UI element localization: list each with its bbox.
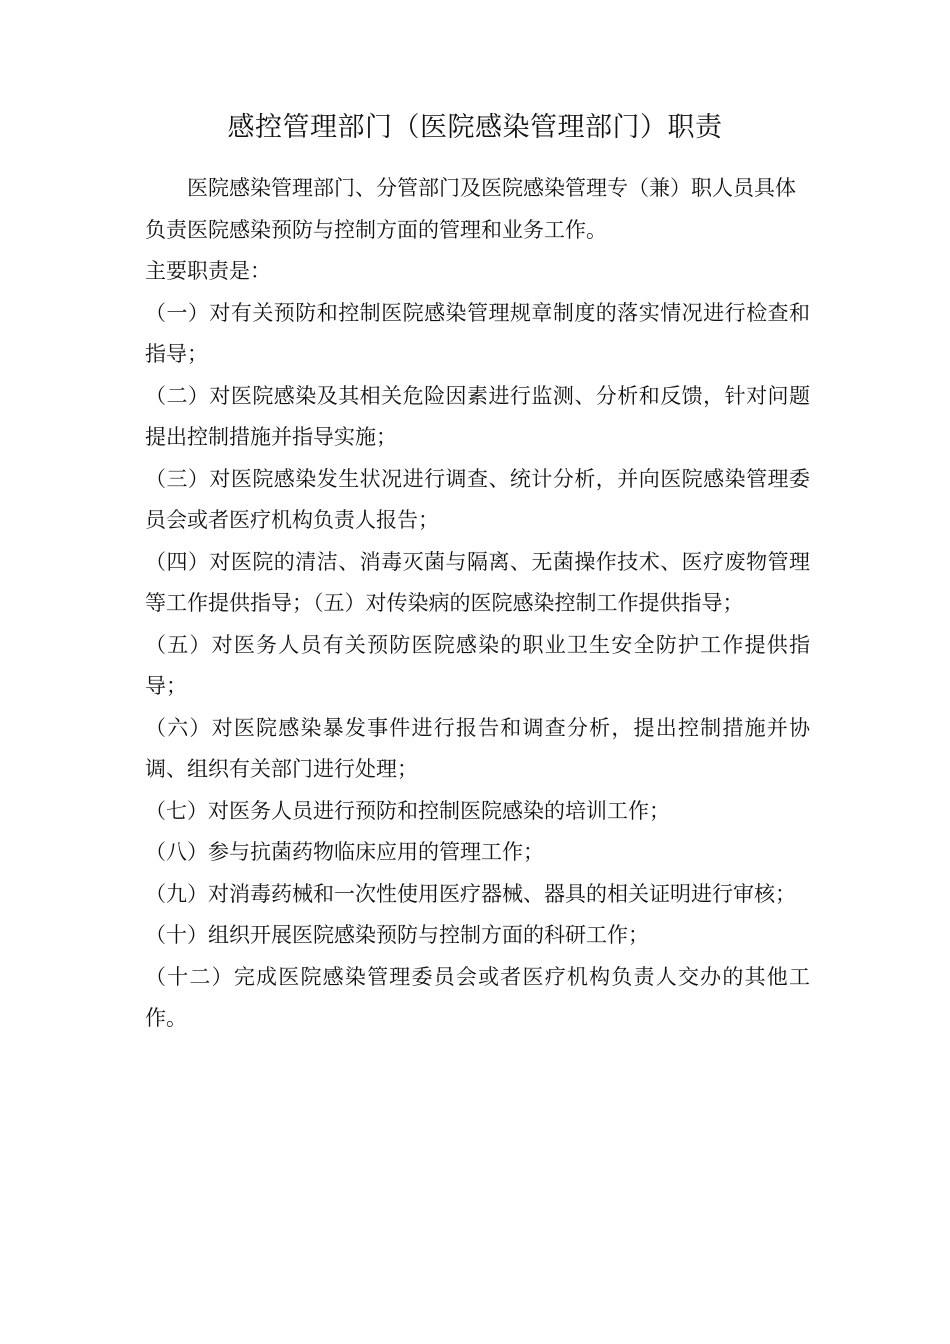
duty-item-4: （四）对医院的清洁、消毒灭菌与隔离、无菌操作技术、医疗废物管理等工作提供指导；（五）对传染病的医院感染控制工作提供指导；: [145, 549, 810, 615]
duty-item-8: （八）参与抗菌药物临床应用的管理工作；: [145, 840, 544, 864]
document-body: [145, 168, 810, 1040]
duty-item-1: （一）对有关预防和控制医院感染管理规章制度的落实情况进行检查和指导；: [145, 300, 810, 366]
duty-item-7: （七）对医务人员进行预防和控制医院感染的培训工作；: [145, 798, 670, 823]
duty-item-6: （六）对医院感染暴发事件进行报告和调查分析，提出控制措施并协调、组织有关部门进行处理；: [145, 715, 810, 781]
duty-item-2: （二）对医院感染及其相关危险因素进行监测、分析和反馈，针对问题提出控制措施并指导实施；: [145, 383, 810, 449]
duty-item-5: （五）对医务人员有关预防医院感染的职业卫生安全防护工作提供指导；: [145, 632, 810, 698]
duty-item-3: （三）对医院感染发生状况进行调查、统计分析，并向医院感染管理委员会或者医疗机构负责人报告；: [145, 466, 810, 532]
duties-heading: 主要职责是：: [145, 259, 271, 283]
intro-paragraph: 医院感染管理部门、分管部门及医院感染管理专（兼）职人员具体负责医院感染预防与控制方面的管理和业务工作。: [145, 176, 796, 242]
duty-item-12: （十二）完成医院感染管理委员会或者医疗机构负责人交办的其他工作。: [145, 964, 810, 1030]
duty-item-10: （十）组织开展医院感染预防与控制方面的科研工作；: [145, 923, 649, 947]
document-title: 感控管理部门（医院感染管理部门）职责: [227, 112, 723, 143]
duty-item-9: （九）对消毒药械和一次性使用医疗器械、器具的相关证明进行审核；: [145, 881, 796, 906]
